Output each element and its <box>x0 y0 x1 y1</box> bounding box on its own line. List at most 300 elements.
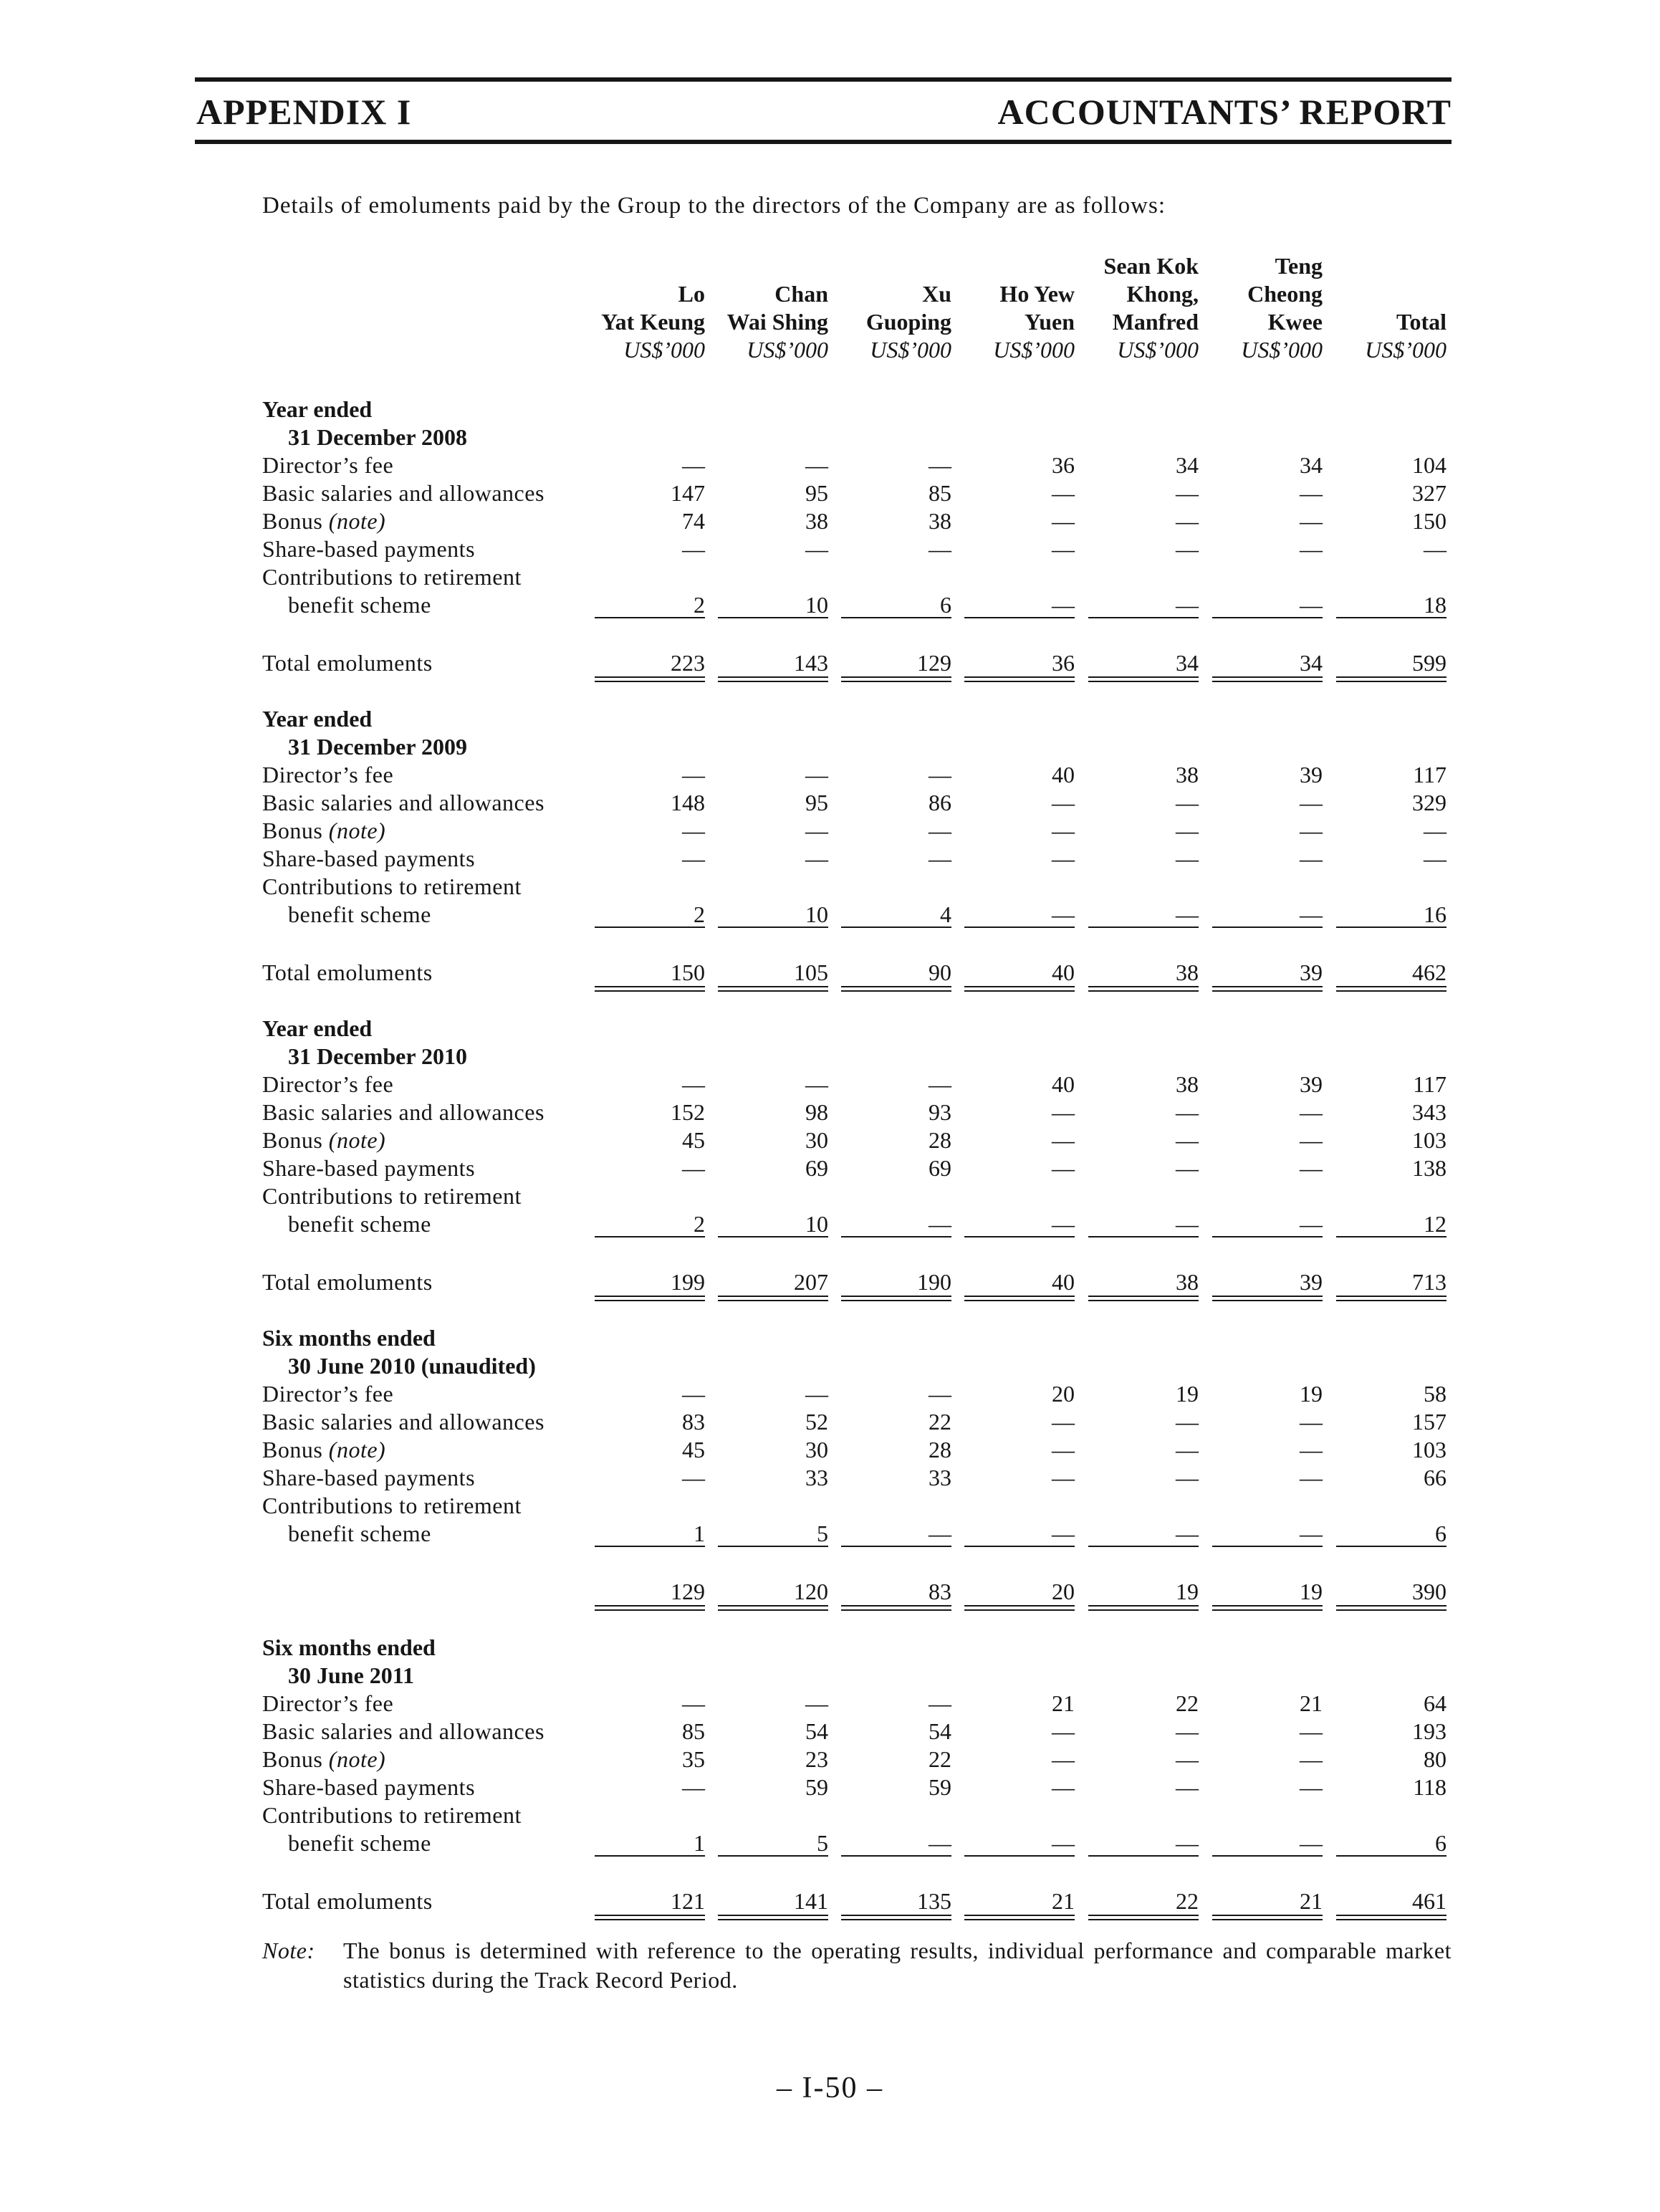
subtotal-rule <box>718 1855 828 1857</box>
value-cell: — <box>1176 818 1199 843</box>
value-cell: — <box>805 536 828 562</box>
value-cell: 5 <box>817 1521 828 1546</box>
total-double-rule <box>1088 1915 1199 1916</box>
value-cell: 33 <box>805 1465 828 1490</box>
value-cell: 45 <box>682 1437 705 1462</box>
value-cell: — <box>1052 1099 1075 1125</box>
value-cell: 95 <box>805 790 828 815</box>
section-heading <box>0 1043 1660 1071</box>
table-row <box>0 1436 1660 1464</box>
value-cell: — <box>1176 1746 1199 1772</box>
value-cell: — <box>1176 790 1199 815</box>
row-label: Contributions to retirement <box>262 564 522 590</box>
value-cell: 6 <box>940 592 951 618</box>
row-label <box>262 1436 385 1464</box>
subtotal-rule <box>1212 1236 1323 1237</box>
total-double-rule <box>718 986 828 987</box>
page-number: – I-50 – <box>777 2072 883 2105</box>
value-cell: 129 <box>671 1579 705 1604</box>
row-label: Contributions to retirement <box>262 1802 522 1828</box>
value-cell: 59 <box>805 1774 828 1800</box>
subtotal-rule <box>841 1546 951 1547</box>
header-top-rule <box>195 77 1452 82</box>
value-cell: — <box>1176 1409 1199 1435</box>
row-label: Director’s fee <box>262 1381 394 1407</box>
column-unit: US$’000 <box>623 337 705 363</box>
value-cell: — <box>1052 1155 1075 1181</box>
value-cell: — <box>1052 901 1075 927</box>
header-bottom-rule <box>195 140 1452 144</box>
column-header-text: Ho Yew <box>999 281 1075 307</box>
value-cell: — <box>1300 1211 1323 1237</box>
subtotal-rule <box>1088 617 1199 618</box>
total-double-rule <box>1336 676 1446 678</box>
value-cell: 38 <box>1176 1071 1199 1097</box>
total-double-rule <box>1212 1296 1323 1297</box>
total-double-rule <box>595 1605 705 1607</box>
value-cell: 33 <box>929 1465 951 1490</box>
value-cell: — <box>1300 1830 1323 1856</box>
table-row <box>0 1718 1660 1746</box>
value-cell: 118 <box>1413 1774 1446 1800</box>
table-row <box>0 1098 1660 1126</box>
value-cell: — <box>682 1690 705 1716</box>
row-label: Contributions to retirement <box>262 1183 522 1209</box>
value-cell: — <box>1176 1437 1199 1462</box>
row-label-continuation: benefit scheme <box>288 1211 431 1237</box>
value-cell: 157 <box>1412 1409 1446 1435</box>
value-cell: — <box>1052 508 1075 534</box>
table-row <box>0 451 1660 479</box>
section-heading <box>0 1015 1660 1043</box>
total-double-rule <box>1336 1915 1446 1916</box>
note-reference: (note) <box>328 818 386 843</box>
subtotal-rule <box>595 617 705 618</box>
table-row <box>0 817 1660 845</box>
value-cell: — <box>682 1155 705 1181</box>
value-cell: 20 <box>1052 1381 1075 1407</box>
value-cell: 152 <box>671 1099 705 1125</box>
value-cell: 199 <box>671 1269 705 1295</box>
value-cell: 150 <box>671 959 705 985</box>
table-row <box>0 563 1660 591</box>
column-header-text: Yat Keung <box>601 309 705 335</box>
value-cell: 22 <box>1176 1690 1199 1716</box>
value-cell: — <box>929 1830 951 1856</box>
value-cell: 34 <box>1176 452 1199 478</box>
column-header-text: Xu <box>922 281 951 307</box>
value-cell: 117 <box>1413 762 1446 787</box>
column-header-text: Total <box>1396 309 1446 335</box>
total-double-rule <box>1212 1915 1323 1916</box>
value-cell: — <box>1052 790 1075 815</box>
section-heading-line: Six months ended <box>262 1325 436 1351</box>
value-cell: 1 <box>694 1521 705 1546</box>
total-double-rule <box>1088 676 1199 678</box>
value-cell: 36 <box>1052 650 1075 676</box>
intro-text: Details of emoluments paid by the Group to the directors of the Company are as follows: <box>262 193 1166 219</box>
value-cell: 207 <box>794 1269 828 1295</box>
total-double-rule <box>595 676 705 678</box>
note-reference: (note) <box>328 1127 386 1153</box>
total-double-rule <box>964 676 1075 678</box>
value-cell: 39 <box>1300 762 1323 787</box>
note-reference: (note) <box>328 1746 386 1772</box>
value-cell: 121 <box>671 1888 705 1914</box>
value-cell: 105 <box>794 959 828 985</box>
value-cell: — <box>1300 1409 1323 1435</box>
subtotal-rule <box>841 927 951 928</box>
value-cell: 39 <box>1300 1269 1323 1295</box>
row-label-text: Bonus <box>262 818 323 843</box>
row-label-text: Bonus <box>262 1746 323 1772</box>
value-cell: 22 <box>1176 1888 1199 1914</box>
value-cell: 58 <box>1424 1381 1446 1407</box>
value-cell: 120 <box>794 1579 828 1604</box>
section-heading-line: Year ended <box>262 1015 373 1041</box>
table-row <box>0 761 1660 789</box>
column-header-text: Manfred <box>1112 309 1199 335</box>
value-cell: — <box>1052 1718 1075 1744</box>
value-cell: — <box>1300 1437 1323 1462</box>
value-cell: 20 <box>1052 1579 1075 1604</box>
total-double-rule <box>841 1605 951 1607</box>
table-row <box>0 1520 1660 1548</box>
total-double-rule <box>1088 1605 1199 1607</box>
value-cell: — <box>929 1211 951 1237</box>
row-label: Share-based payments <box>262 846 476 871</box>
value-cell: 28 <box>929 1437 951 1462</box>
value-cell: 90 <box>929 959 951 985</box>
value-cell: — <box>682 818 705 843</box>
section-heading <box>0 1634 1660 1662</box>
value-cell: 69 <box>929 1155 951 1181</box>
value-cell: — <box>1052 1465 1075 1490</box>
value-cell: 2 <box>694 901 705 927</box>
column-header-text: Sean Kok <box>1103 253 1199 279</box>
total-double-rule <box>1212 1605 1323 1607</box>
subtotal-rule <box>1088 1236 1199 1237</box>
value-cell: — <box>1300 1127 1323 1153</box>
value-cell: — <box>1052 1774 1075 1800</box>
subtotal-rule <box>1212 1546 1323 1547</box>
subtotal-rule <box>1212 1855 1323 1857</box>
section-heading <box>0 733 1660 761</box>
footnote-label: Note: <box>262 1938 315 1963</box>
value-cell: 147 <box>671 480 705 506</box>
value-cell: 329 <box>1412 790 1446 815</box>
value-cell: — <box>805 452 828 478</box>
value-cell: 28 <box>929 1127 951 1153</box>
subtotal-rule <box>1212 927 1323 928</box>
row-label-text: Bonus <box>262 508 323 534</box>
column-header-text <box>841 252 951 280</box>
total-double-rule <box>841 986 951 987</box>
section-heading-line: 30 June 2011 <box>288 1662 415 1688</box>
value-cell: — <box>682 1071 705 1097</box>
table-row <box>0 479 1660 507</box>
value-cell: 52 <box>805 1409 828 1435</box>
value-cell: 36 <box>1052 452 1075 478</box>
value-cell: — <box>1300 1155 1323 1181</box>
total-double-rule <box>1336 1605 1446 1607</box>
value-cell: — <box>1176 846 1199 871</box>
total-label: Total emoluments <box>262 650 433 676</box>
row-label: Director’s fee <box>262 452 394 478</box>
row-label-continuation: benefit scheme <box>288 592 431 618</box>
value-cell: — <box>929 1521 951 1546</box>
subtotal-rule <box>1088 1855 1199 1857</box>
value-cell: — <box>1176 1774 1199 1800</box>
table-row <box>0 1464 1660 1492</box>
value-cell: 117 <box>1413 1071 1446 1097</box>
total-label: Total emoluments <box>262 1888 433 1914</box>
value-cell: 40 <box>1052 959 1075 985</box>
table-row <box>0 1210 1660 1238</box>
value-cell: — <box>929 452 951 478</box>
row-label: Contributions to retirement <box>262 1493 522 1518</box>
subtotal-rule <box>964 617 1075 618</box>
table-row <box>0 1690 1660 1718</box>
value-cell: — <box>1176 480 1199 506</box>
value-cell: 22 <box>929 1409 951 1435</box>
subtotal-rule <box>964 1855 1075 1857</box>
section-heading <box>0 1662 1660 1690</box>
value-cell: — <box>1052 1211 1075 1237</box>
value-cell: 390 <box>1412 1579 1446 1604</box>
table-row <box>0 1746 1660 1773</box>
table-row <box>0 535 1660 563</box>
value-cell: 74 <box>682 508 705 534</box>
value-cell: 129 <box>917 650 951 676</box>
value-cell: — <box>1300 1746 1323 1772</box>
value-cell: — <box>1052 592 1075 618</box>
table-row <box>0 1154 1660 1182</box>
value-cell: 2 <box>694 592 705 618</box>
column-header-text: Yuen <box>1025 309 1075 335</box>
value-cell: 462 <box>1412 959 1446 985</box>
total-double-rule <box>964 986 1075 987</box>
subtotal-rule <box>841 1855 951 1857</box>
row-label: Basic salaries and allowances <box>262 1099 544 1125</box>
row-label: Contributions to retirement <box>262 873 522 899</box>
value-cell: — <box>1424 536 1446 562</box>
value-cell: 45 <box>682 1127 705 1153</box>
table-row <box>0 1492 1660 1520</box>
value-cell: 30 <box>805 1127 828 1153</box>
column-header-line-1 <box>0 252 1660 280</box>
section-heading-line: Six months ended <box>262 1634 436 1660</box>
value-cell: 4 <box>940 901 951 927</box>
report-heading: ACCOUNTANTS’ REPORT <box>997 92 1452 132</box>
value-cell: 143 <box>794 650 828 676</box>
value-cell: 39 <box>1300 1071 1323 1097</box>
total-row <box>0 1268 1660 1296</box>
column-unit: US$’000 <box>870 337 951 363</box>
value-cell: 34 <box>1300 650 1323 676</box>
section-heading <box>0 1352 1660 1380</box>
total-row <box>0 649 1660 677</box>
value-cell: — <box>1176 536 1199 562</box>
total-double-rule <box>841 1915 951 1916</box>
value-cell: 39 <box>1300 959 1323 985</box>
subtotal-rule <box>1336 927 1446 928</box>
value-cell: 148 <box>671 790 705 815</box>
row-label <box>262 1746 385 1773</box>
value-cell: 6 <box>1435 1521 1446 1546</box>
value-cell: — <box>1300 480 1323 506</box>
value-cell: — <box>929 846 951 871</box>
subtotal-rule <box>1336 1855 1446 1857</box>
column-header-text <box>718 252 828 280</box>
column-header-text: Chan <box>774 281 828 307</box>
value-cell: 40 <box>1052 1269 1075 1295</box>
value-cell: — <box>805 762 828 787</box>
column-header-text: Kwee <box>1267 309 1323 335</box>
column-unit: US$’000 <box>993 337 1075 363</box>
value-cell: — <box>1424 818 1446 843</box>
table-row <box>0 1126 1660 1154</box>
table-row <box>0 1801 1660 1829</box>
total-row <box>0 1578 1660 1606</box>
subtotal-rule <box>718 927 828 928</box>
value-cell: 93 <box>929 1099 951 1125</box>
column-unit: US$’000 <box>1241 337 1323 363</box>
row-label: Basic salaries and allowances <box>262 790 544 815</box>
total-double-rule <box>718 676 828 678</box>
value-cell: 141 <box>794 1888 828 1914</box>
value-cell: 19 <box>1176 1579 1199 1604</box>
value-cell: — <box>1052 480 1075 506</box>
value-cell: 10 <box>805 592 828 618</box>
table-row <box>0 845 1660 873</box>
value-cell: 38 <box>1176 762 1199 787</box>
row-label-text: Bonus <box>262 1127 323 1153</box>
row-label <box>262 817 385 845</box>
value-cell: — <box>929 536 951 562</box>
subtotal-rule <box>718 1236 828 1237</box>
value-cell: 38 <box>1176 1269 1199 1295</box>
row-label: Basic salaries and allowances <box>262 480 544 506</box>
section-heading-line: Year ended <box>262 706 373 732</box>
value-cell: 80 <box>1424 1746 1446 1772</box>
total-double-rule <box>595 986 705 987</box>
value-cell: 98 <box>805 1099 828 1125</box>
total-double-rule <box>1336 1296 1446 1297</box>
value-cell: — <box>1300 1099 1323 1125</box>
value-cell: — <box>1176 1521 1199 1546</box>
value-cell: 21 <box>1052 1888 1075 1914</box>
value-cell: 22 <box>929 1746 951 1772</box>
value-cell: — <box>805 1071 828 1097</box>
value-cell: — <box>1052 846 1075 871</box>
value-cell: 461 <box>1412 1888 1446 1914</box>
subtotal-rule <box>964 1546 1075 1547</box>
value-cell: — <box>1052 1437 1075 1462</box>
value-cell: 6 <box>1435 1830 1446 1856</box>
row-label: Director’s fee <box>262 1690 394 1716</box>
total-row <box>0 1887 1660 1915</box>
table-row <box>0 901 1660 929</box>
value-cell: 138 <box>1412 1155 1446 1181</box>
total-double-rule <box>1212 986 1323 987</box>
value-cell: 1 <box>694 1830 705 1856</box>
value-cell: 135 <box>917 1888 951 1914</box>
value-cell: — <box>1176 1465 1199 1490</box>
table-row <box>0 873 1660 901</box>
value-cell: 34 <box>1176 650 1199 676</box>
column-header-text: Wai Shing <box>726 309 828 335</box>
row-label: Director’s fee <box>262 762 394 787</box>
value-cell: — <box>682 452 705 478</box>
total-double-rule <box>1336 986 1446 987</box>
column-header-text <box>964 252 1075 280</box>
table-row <box>0 1408 1660 1436</box>
table-row <box>0 1380 1660 1408</box>
subtotal-rule <box>841 1236 951 1237</box>
value-cell: — <box>929 1690 951 1716</box>
value-cell: 19 <box>1300 1579 1323 1604</box>
row-label-continuation: benefit scheme <box>288 1521 431 1546</box>
value-cell: 19 <box>1300 1381 1323 1407</box>
row-label <box>262 1126 385 1154</box>
total-double-rule <box>1212 676 1323 678</box>
value-cell: — <box>682 536 705 562</box>
total-double-rule <box>718 1605 828 1607</box>
row-label <box>262 507 385 535</box>
section-heading <box>0 1324 1660 1352</box>
value-cell: 599 <box>1412 650 1446 676</box>
value-cell: 30 <box>805 1437 828 1462</box>
value-cell: — <box>1052 1521 1075 1546</box>
column-header-text <box>595 252 705 280</box>
value-cell: 34 <box>1300 452 1323 478</box>
subtotal-rule <box>595 1546 705 1547</box>
column-header-line-2 <box>0 280 1660 308</box>
value-cell: — <box>1300 508 1323 534</box>
value-cell: — <box>805 1381 828 1407</box>
total-label: Total emoluments <box>262 959 433 985</box>
total-double-rule <box>1088 986 1199 987</box>
total-double-rule <box>964 1296 1075 1297</box>
table-row <box>0 789 1660 817</box>
subtotal-rule <box>1212 617 1323 618</box>
table-row <box>0 1071 1660 1098</box>
subtotal-rule <box>595 1236 705 1237</box>
value-cell: 38 <box>1176 959 1199 985</box>
value-cell: — <box>1176 901 1199 927</box>
value-cell: — <box>929 818 951 843</box>
value-cell: 83 <box>682 1409 705 1435</box>
value-cell: 59 <box>929 1774 951 1800</box>
value-cell: — <box>1176 508 1199 534</box>
total-double-rule <box>595 1296 705 1297</box>
value-cell: — <box>1300 846 1323 871</box>
row-label: Share-based payments <box>262 1774 476 1800</box>
value-cell: 223 <box>671 650 705 676</box>
note-reference: (note) <box>328 1437 386 1462</box>
value-cell: — <box>1052 536 1075 562</box>
value-cell: 10 <box>805 901 828 927</box>
value-cell: 54 <box>929 1718 951 1744</box>
total-double-rule <box>841 676 951 678</box>
subtotal-rule <box>1088 927 1199 928</box>
table-row <box>0 1829 1660 1857</box>
section-heading <box>0 705 1660 733</box>
value-cell: — <box>682 762 705 787</box>
column-header-text: Khong, <box>1126 281 1199 307</box>
total-row <box>0 959 1660 987</box>
